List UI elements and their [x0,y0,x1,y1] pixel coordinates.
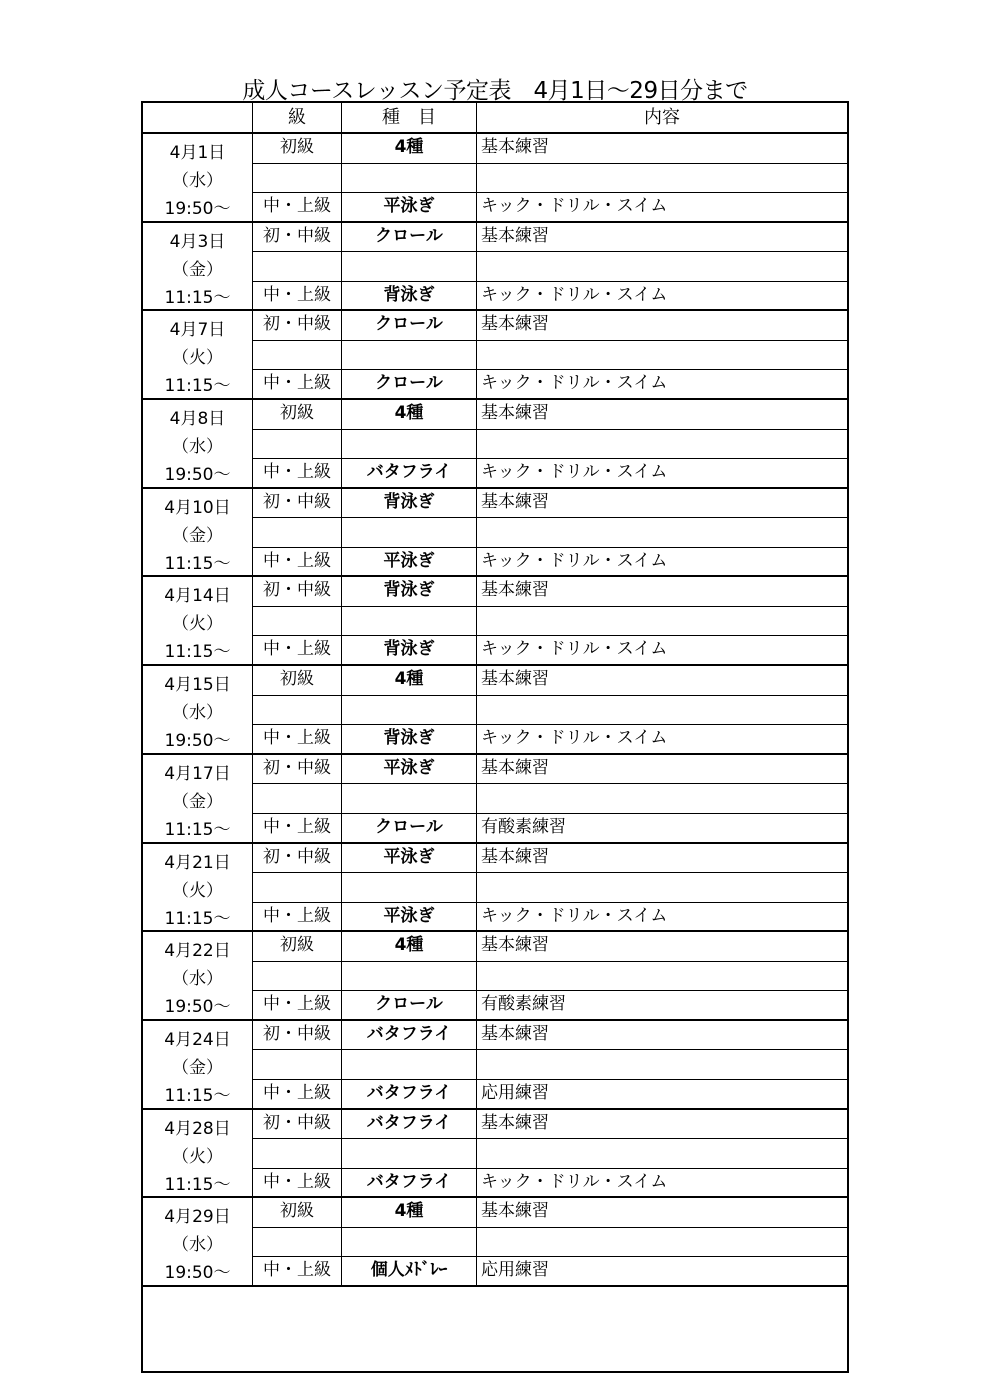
schedule-table [141,101,849,1373]
content-cell: 基本練習 [477,932,847,962]
level-cell [253,341,342,371]
date-cell [143,311,253,398]
level-cell [253,164,342,194]
content-cell: 応用練習 [481,1260,549,1281]
page-title: 成人コースレッスン予定表 4月1日～29日分まで [242,78,748,104]
content-cell: 基本練習 [477,844,847,874]
content-cell [477,1228,847,1258]
level-cell: 初・中級 [253,489,342,519]
date: 4月3日 [169,231,226,252]
date: 4月21日 [164,852,231,873]
content-cell: 基本練習 [477,223,847,253]
date: 4月24日 [164,1029,231,1050]
date-cell [143,755,253,842]
content-cell [477,784,847,814]
level-cell: 初・中級 [253,577,342,607]
date-cell [143,1021,253,1108]
date-block [143,932,847,1021]
level-cell [253,1228,342,1258]
stroke-cell: クロール [342,370,477,398]
stroke-cell [342,1139,477,1169]
content-cell [477,1050,847,1080]
level-cell: 初・中級 [253,755,342,785]
stroke-cell [342,607,477,637]
stroke-cell [342,962,477,992]
stroke-cell [342,1050,477,1080]
date-block [143,400,847,489]
level-cell: 中・上級 [253,370,342,398]
start-time: 19:50～ [164,199,231,219]
start-time: 11:15～ [164,287,231,308]
content-cell [477,873,847,903]
level-cell [253,252,342,282]
stroke-cell [342,696,477,726]
stroke-cell [342,873,477,903]
content-cell: 基本練習 [477,666,847,696]
start-time: 19:50～ [164,465,231,486]
weekday: （水） [172,171,223,191]
level-cell: 初級 [253,1198,342,1228]
date: 4月15日 [164,675,231,696]
header-type: 種 目 [342,103,477,132]
date: 4月28日 [164,1118,231,1139]
content-cell [477,341,847,371]
date-cell [143,400,253,487]
header-content: 内容 [644,107,680,128]
date-block [143,134,847,223]
level-cell [253,1050,342,1080]
stroke-cell: 背泳ぎ [342,636,477,664]
level-cell [253,784,342,814]
stroke-cell: 平泳ぎ [342,548,477,576]
date: 4月22日 [164,941,231,962]
stroke-cell: クロール [342,311,477,341]
date-cell [143,932,253,1019]
weekday: （金） [172,791,223,812]
weekday: （火） [172,1146,223,1167]
weekday: （金） [172,259,223,280]
weekday: （火） [172,880,223,901]
start-time: 19:50～ [164,1263,231,1284]
content-cell [477,696,847,726]
stroke-cell: 4種 [342,400,477,430]
content-cell [477,607,847,637]
stroke-cell: 4種 [342,134,477,164]
date-cell [143,1110,253,1197]
date-block [143,1110,847,1199]
weekday: （金） [172,1057,223,1078]
stroke-cell: 背泳ぎ [342,282,477,310]
level-cell: 初級 [253,932,342,962]
content-cell [477,1139,847,1169]
stroke-cell [342,518,477,548]
content-cell: キック・ドリル・スイム [481,462,668,483]
date-block [143,489,847,578]
level-cell: 中・上級 [253,1169,342,1197]
level-cell: 中・上級 [253,814,342,842]
level-cell [253,607,342,637]
content-cell: 基本練習 [477,577,847,607]
level-cell [253,962,342,992]
stroke-cell: バタフライ [342,1021,477,1051]
date-cell [143,666,253,753]
date-cell [143,844,253,931]
stroke-cell: バタフライ [342,1080,477,1108]
table-body [143,134,847,1287]
stroke-cell: クロール [342,223,477,253]
date-cell [143,1198,253,1285]
content-cell: キック・ドリル・スイム [481,196,668,216]
start-time: 11:15～ [164,376,231,397]
content-cell: 基本練習 [477,311,847,341]
stroke-cell [342,341,477,371]
content-cell: 有酸素練習 [481,994,566,1015]
start-time: 19:50～ [164,731,231,752]
stroke-cell: 4種 [342,666,477,696]
stroke-cell: 平泳ぎ [342,755,477,785]
level-cell: 中・上級 [253,725,342,753]
level-cell: 中・上級 [253,1080,342,1108]
level-cell: 中・上級 [253,903,342,931]
date-block [143,1021,847,1110]
content-cell: キック・ドリル・スイム [481,728,668,749]
start-time: 19:50～ [164,997,231,1018]
level-cell: 中・上級 [253,548,342,576]
date-block [143,223,847,312]
level-cell: 初・中級 [253,1110,342,1140]
stroke-cell: 平泳ぎ [342,844,477,874]
start-time: 11:15～ [164,553,231,574]
stroke-cell: クロール [342,814,477,842]
stroke-cell: 4種 [342,932,477,962]
level-cell [253,696,342,726]
weekday: （水） [172,703,223,724]
date: 4月1日 [169,143,226,163]
level-cell: 初級 [253,400,342,430]
content-cell: 基本練習 [477,1198,847,1228]
date-block [143,311,847,400]
date: 4月17日 [164,763,231,784]
content-cell: 基本練習 [477,400,847,430]
level-cell: 中・上級 [253,636,342,664]
stroke-cell: バタフライ [342,1169,477,1197]
date-block [143,577,847,666]
stroke-cell [342,430,477,460]
level-cell: 中・上級 [253,1257,342,1285]
level-cell: 初・中級 [253,223,342,253]
content-cell: キック・ドリル・スイム [481,1171,668,1192]
date: 4月8日 [169,409,226,430]
content-cell [477,518,847,548]
date: 4月14日 [164,586,231,607]
level-cell: 中・上級 [253,193,342,221]
header-level: 級 [253,103,342,132]
stroke-cell [342,784,477,814]
date: 4月7日 [169,320,226,341]
stroke-cell: バタフライ [342,459,477,487]
date-cell [143,134,253,221]
level-cell: 初・中級 [253,311,342,341]
weekday: （金） [172,525,223,546]
content-cell: キック・ドリル・スイム [481,373,668,394]
header-date [143,103,253,132]
stroke-cell [342,1228,477,1258]
content-cell: 基本練習 [477,755,847,785]
level-cell: 中・上級 [253,991,342,1019]
content-cell: キック・ドリル・スイム [481,284,668,305]
level-cell: 初級 [253,134,342,164]
content-cell: 応用練習 [481,1082,549,1103]
content-cell [477,430,847,460]
stroke-cell: 平泳ぎ [342,193,477,221]
weekday: （火） [172,348,223,369]
level-cell [253,1139,342,1169]
stroke-cell: 背泳ぎ [342,577,477,607]
level-cell: 初級 [253,666,342,696]
level-cell [253,518,342,548]
weekday: （水） [172,969,223,990]
date-block [143,755,847,844]
level-cell [253,873,342,903]
content-cell: キック・ドリル・スイム [481,550,668,571]
stroke-cell [342,164,477,194]
content-cell [477,962,847,992]
stroke-cell: 背泳ぎ [342,489,477,519]
date: 4月29日 [164,1207,231,1228]
content-cell: 基本練習 [477,1110,847,1140]
level-cell: 中・上級 [253,282,342,310]
content-cell: 基本練習 [477,489,847,519]
start-time: 11:15～ [164,1174,231,1195]
weekday: （火） [172,614,223,635]
content-cell: キック・ドリル・スイム [481,639,668,660]
date-block [143,1198,847,1287]
level-cell: 初・中級 [253,844,342,874]
content-cell: 基本練習 [477,1021,847,1051]
start-time: 11:15～ [164,819,231,840]
level-cell: 中・上級 [253,459,342,487]
stroke-cell: 個人ﾒﾄﾞﾚｰ [342,1257,477,1285]
start-time: 11:15～ [164,908,231,929]
content-cell [477,252,847,282]
start-time: 11:15～ [164,1085,231,1106]
start-time: 11:15～ [164,642,231,663]
stroke-cell [342,252,477,282]
content-cell: 基本練習 [477,134,847,164]
level-cell: 初・中級 [253,1021,342,1051]
date-cell [143,489,253,576]
date-block [143,844,847,933]
level-cell [253,430,342,460]
date: 4月10日 [164,497,231,518]
content-cell: 有酸素練習 [481,816,566,837]
date-block [143,666,847,755]
date-cell [143,223,253,310]
weekday: （水） [172,437,223,458]
content-cell [477,164,847,194]
stroke-cell: バタフライ [342,1110,477,1140]
weekday: （水） [172,1235,223,1256]
content-cell: キック・ドリル・スイム [481,905,668,926]
stroke-cell: 4種 [342,1198,477,1228]
table-header [143,103,847,134]
date-cell [143,577,253,664]
stroke-cell: クロール [342,991,477,1019]
stroke-cell: 背泳ぎ [342,725,477,753]
stroke-cell: 平泳ぎ [342,903,477,931]
